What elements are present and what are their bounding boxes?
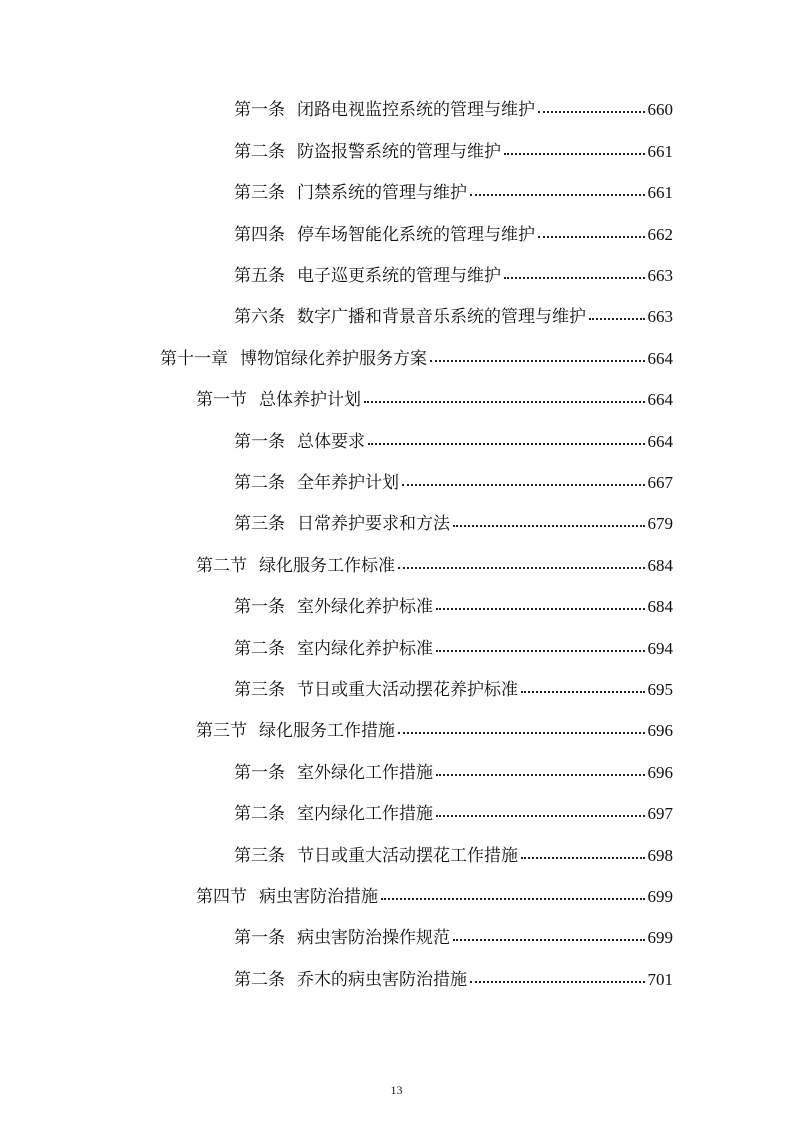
toc-chapter-entry bbox=[160, 346, 673, 372]
toc-entry-page: 699 bbox=[647, 887, 673, 906]
dot-leader bbox=[436, 774, 645, 776]
toc-entry-number: 第一条 bbox=[234, 597, 285, 617]
dot-leader bbox=[398, 732, 645, 734]
toc-entry-number: 第二条 bbox=[234, 142, 285, 162]
toc-entry bbox=[234, 801, 673, 827]
toc-entry-number: 第三节 bbox=[196, 721, 247, 741]
toc-entry bbox=[234, 470, 673, 496]
page-number: 13 bbox=[390, 1083, 403, 1097]
toc-entry-page: 663 bbox=[647, 266, 673, 285]
toc-entry bbox=[234, 760, 673, 786]
dot-leader bbox=[381, 898, 645, 900]
toc-section-entry bbox=[196, 884, 673, 910]
toc-entry bbox=[234, 594, 673, 620]
toc-entry-number: 第一条 bbox=[234, 763, 285, 783]
toc-entry-page: 664 bbox=[647, 432, 673, 451]
toc-entry-number: 第四节 bbox=[196, 887, 247, 907]
dot-leader bbox=[538, 111, 645, 113]
toc-entry-number: 第三条 bbox=[234, 514, 285, 534]
toc-entry bbox=[234, 222, 673, 248]
toc-entry-page: 696 bbox=[647, 721, 673, 740]
toc-entry-page: 661 bbox=[647, 142, 673, 161]
toc-entry bbox=[234, 97, 673, 123]
toc-entry-title: 数字广播和背景音乐系统的管理与维护 bbox=[297, 307, 586, 327]
toc-entry-number: 第六条 bbox=[234, 307, 285, 327]
toc-entry-number: 第一节 bbox=[196, 390, 247, 410]
toc-entry-title: 博物馆绿化养护服务方案 bbox=[240, 349, 427, 369]
toc-entry-page: 661 bbox=[647, 183, 673, 202]
dot-leader bbox=[436, 815, 645, 817]
toc-entry-title: 绿化服务工作标准 bbox=[259, 556, 395, 576]
toc-entry-title: 总体养护计划 bbox=[259, 390, 361, 410]
toc-entry bbox=[234, 511, 673, 537]
toc-entry-title: 病虫害防治措施 bbox=[259, 887, 378, 907]
dot-leader bbox=[589, 318, 645, 320]
toc-entry-page: 667 bbox=[647, 473, 673, 492]
dot-leader bbox=[504, 153, 645, 155]
dot-leader bbox=[521, 857, 645, 859]
toc-entry-title: 乔木的病虫害防治措施 bbox=[297, 970, 467, 990]
toc-entry-title: 病虫害防治操作规范 bbox=[297, 928, 450, 948]
toc-entry-title: 电子巡更系统的管理与维护 bbox=[297, 266, 501, 286]
toc-entry-number: 第二条 bbox=[234, 473, 285, 493]
toc-entry-page: 697 bbox=[647, 804, 673, 823]
toc-entry-number: 第二节 bbox=[196, 556, 247, 576]
toc-entry bbox=[234, 263, 673, 289]
toc-entry-number: 第三条 bbox=[234, 183, 285, 203]
toc-entry bbox=[234, 304, 673, 330]
dot-leader bbox=[402, 484, 645, 486]
toc-entry-number: 第一条 bbox=[234, 432, 285, 452]
toc-entry-title: 闭路电视监控系统的管理与维护 bbox=[297, 100, 535, 120]
toc-entry bbox=[234, 843, 673, 869]
dot-leader bbox=[436, 650, 645, 652]
toc-entry-page: 660 bbox=[647, 100, 673, 119]
toc-entry bbox=[234, 636, 673, 662]
dot-leader bbox=[504, 277, 645, 279]
toc-entry-title: 节日或重大活动摆花工作措施 bbox=[297, 846, 518, 866]
toc-entry-number: 第一条 bbox=[234, 100, 285, 120]
toc-entry-page: 684 bbox=[647, 597, 673, 616]
dot-leader bbox=[364, 401, 645, 403]
toc-entry bbox=[234, 139, 673, 165]
toc-section-entry bbox=[196, 553, 673, 579]
toc-entry-number: 第二条 bbox=[234, 970, 285, 990]
toc-entry bbox=[234, 180, 673, 206]
dot-leader bbox=[430, 360, 645, 362]
toc-entry-title: 室内绿化工作措施 bbox=[297, 804, 433, 824]
dot-leader bbox=[436, 608, 645, 610]
toc-entry-number: 第一条 bbox=[234, 928, 285, 948]
toc-entry-number: 第五条 bbox=[234, 266, 285, 286]
dot-leader bbox=[538, 236, 645, 238]
dot-leader bbox=[453, 525, 645, 527]
dot-leader bbox=[470, 981, 645, 983]
toc-entry-page: 699 bbox=[647, 928, 673, 947]
toc-entry-page: 679 bbox=[647, 514, 673, 533]
toc-entry-title: 室外绿化工作措施 bbox=[297, 763, 433, 783]
toc-entry bbox=[234, 925, 673, 951]
toc-entry-page: 695 bbox=[647, 680, 673, 699]
dot-leader bbox=[398, 567, 645, 569]
toc-entry bbox=[234, 429, 673, 455]
toc-entry-title: 全年养护计划 bbox=[297, 473, 399, 493]
toc-entry bbox=[234, 967, 673, 993]
toc-entry-page: 698 bbox=[647, 846, 673, 865]
toc-entry bbox=[234, 677, 673, 703]
toc-entry-page: 664 bbox=[647, 349, 673, 368]
toc-section-entry bbox=[196, 387, 673, 413]
dot-leader bbox=[368, 443, 645, 445]
toc-entry-title: 室外绿化养护标准 bbox=[297, 597, 433, 617]
toc-entry-title: 停车场智能化系统的管理与维护 bbox=[297, 225, 535, 245]
dot-leader bbox=[521, 691, 645, 693]
toc-entry-title: 绿化服务工作措施 bbox=[259, 721, 395, 741]
toc-entry-number: 第二条 bbox=[234, 804, 285, 824]
toc-entry-number: 第二条 bbox=[234, 639, 285, 659]
toc-entry-number: 第四条 bbox=[234, 225, 285, 245]
toc-entry-page: 696 bbox=[647, 763, 673, 782]
toc-entry-title: 防盗报警系统的管理与维护 bbox=[297, 142, 501, 162]
toc-entry-title: 室内绿化养护标准 bbox=[297, 639, 433, 659]
toc-entry-title: 门禁系统的管理与维护 bbox=[297, 183, 467, 203]
toc-entry-number: 第三条 bbox=[234, 680, 285, 700]
toc-entry-page: 684 bbox=[647, 556, 673, 575]
toc-entry-page: 664 bbox=[647, 390, 673, 409]
dot-leader bbox=[470, 194, 645, 196]
toc-entry-page: 694 bbox=[647, 639, 673, 658]
toc-entry-page: 701 bbox=[647, 970, 673, 989]
toc-entry-number: 第三条 bbox=[234, 846, 285, 866]
toc-entry-page: 663 bbox=[647, 307, 673, 326]
toc-entry-title: 总体要求 bbox=[297, 432, 365, 452]
toc-entry-title: 节日或重大活动摆花养护标准 bbox=[297, 680, 518, 700]
toc-section-entry bbox=[196, 718, 673, 744]
toc-entry-page: 662 bbox=[647, 225, 673, 244]
toc-entry-number: 第十一章 bbox=[160, 349, 228, 369]
dot-leader bbox=[453, 939, 645, 941]
toc-entry-title: 日常养护要求和方法 bbox=[297, 514, 450, 534]
